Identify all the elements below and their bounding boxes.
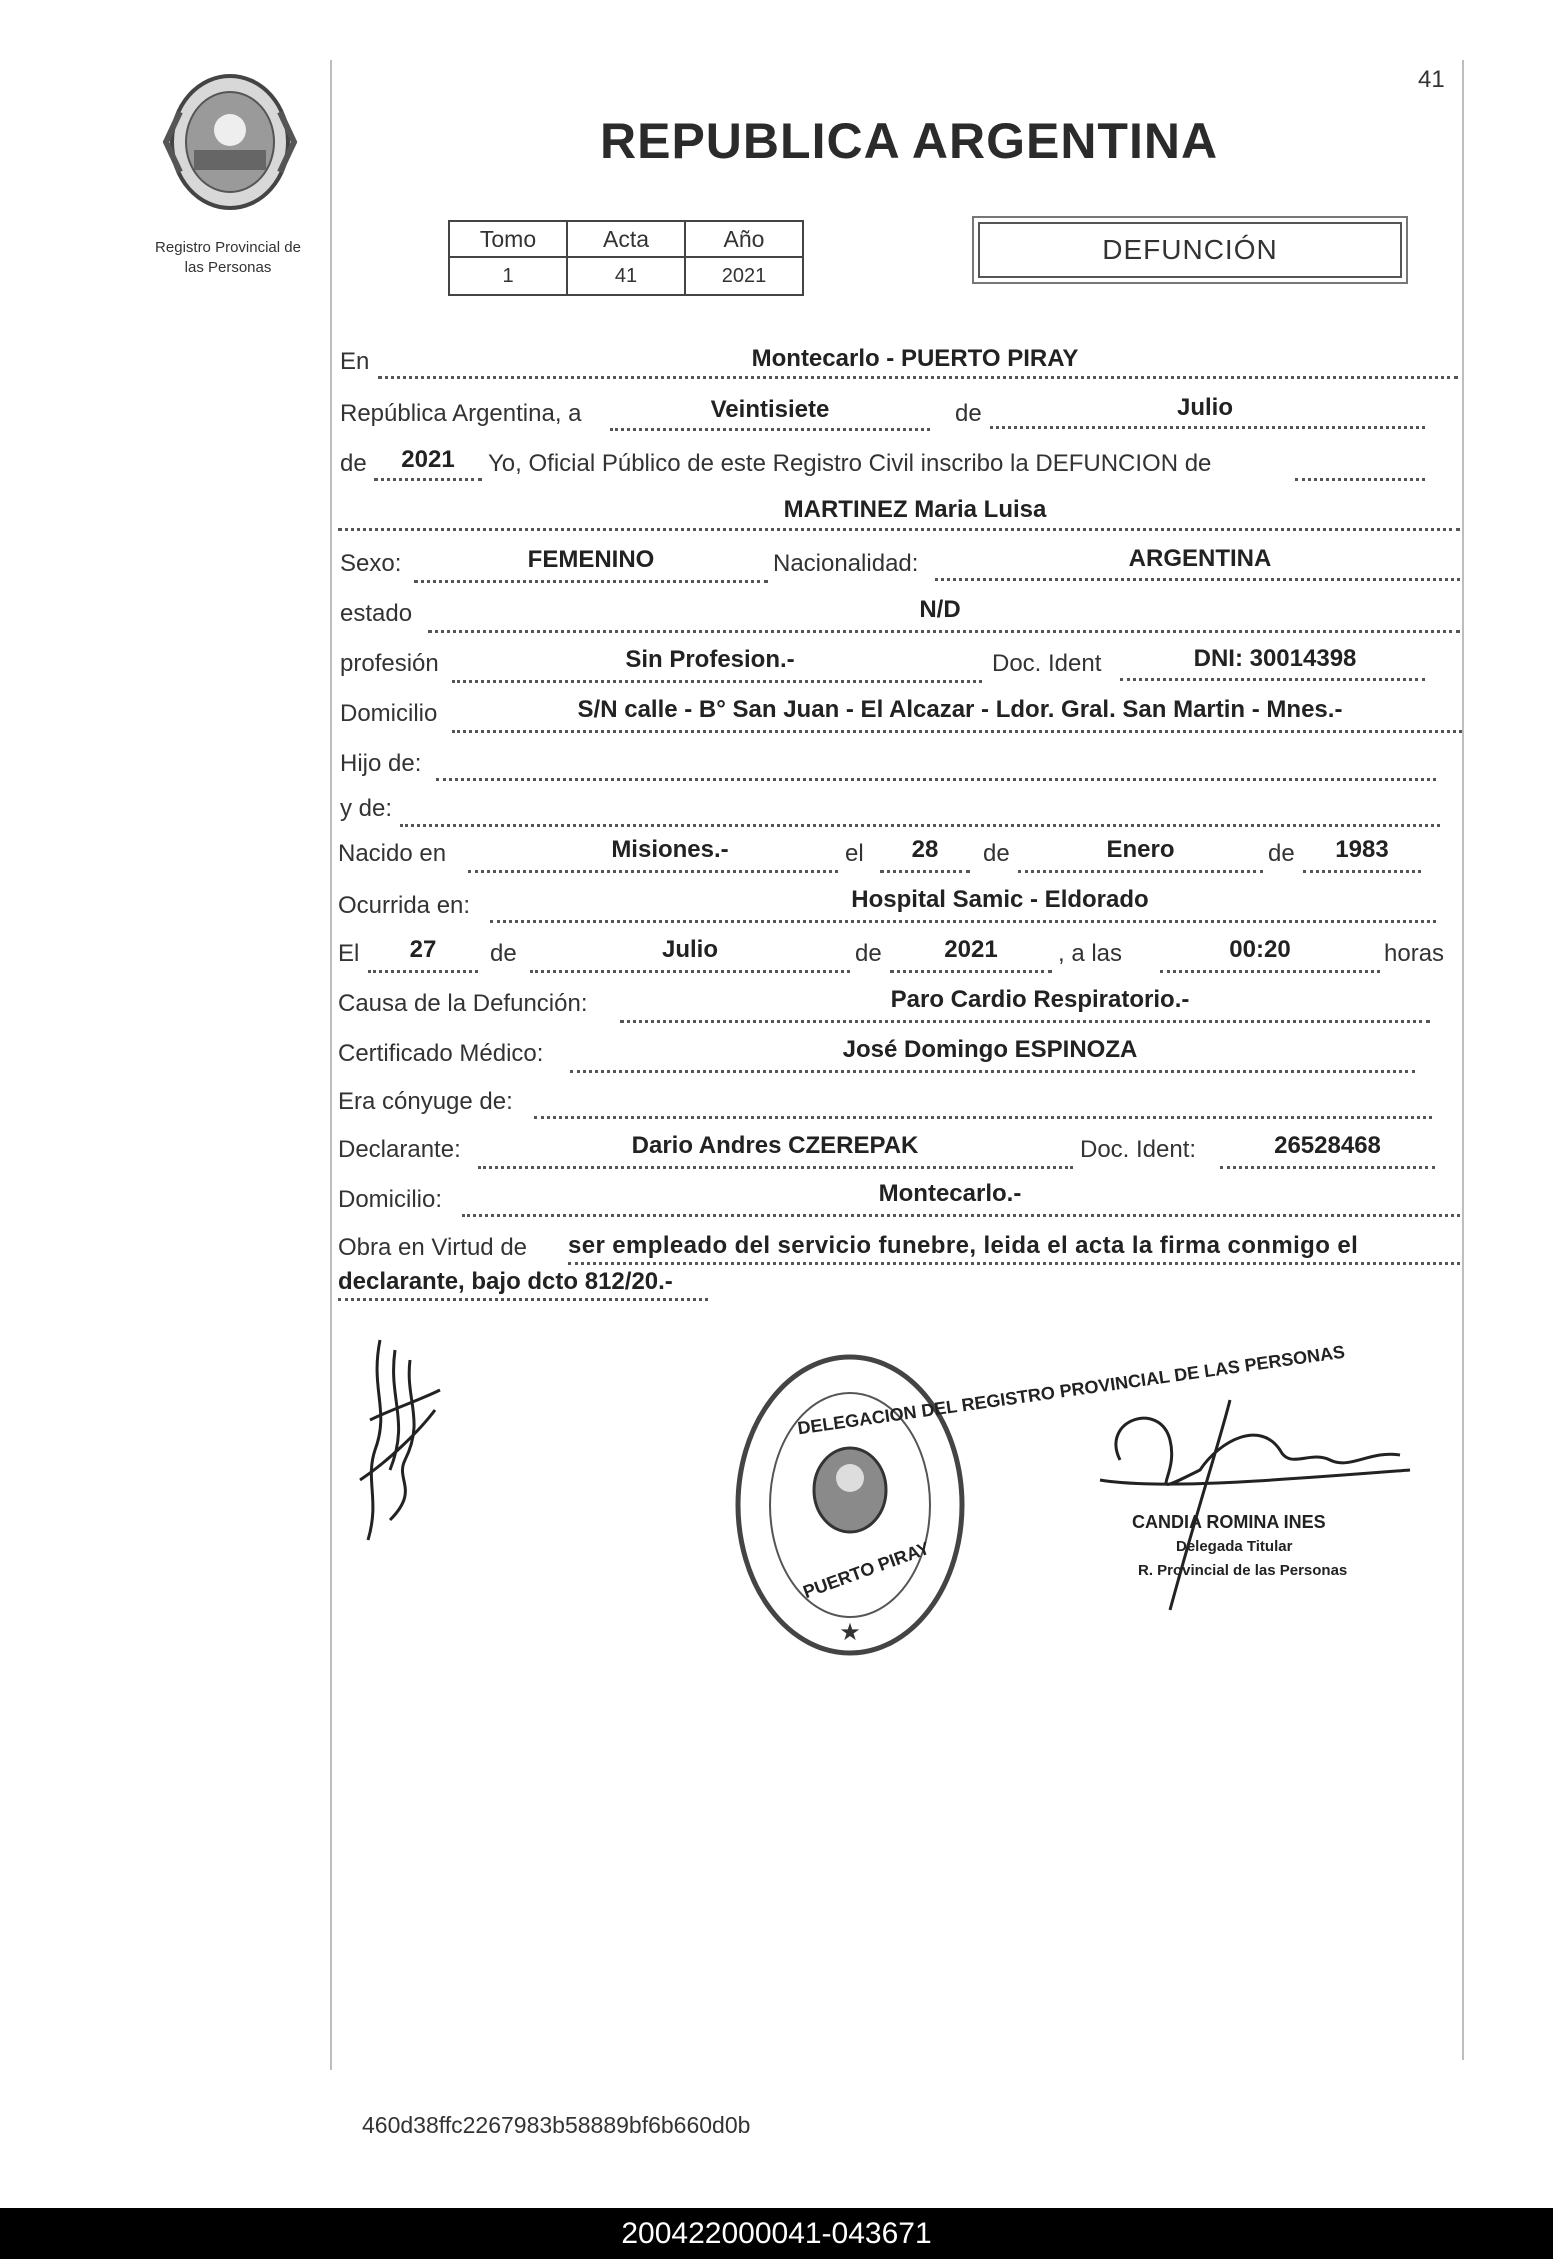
estado-label: estado — [340, 600, 413, 627]
official-name: CANDIA ROMINA INES — [1132, 1512, 1326, 1532]
registry-table — [448, 220, 804, 296]
birth-month: Enero — [1106, 836, 1175, 863]
day-word: Veintisiete — [710, 396, 830, 423]
hijo-label: Hijo de: — [340, 750, 422, 777]
declarante-value: Dario Andres CZEREPAK — [631, 1132, 919, 1159]
certificado-value: José Domingo ESPINOZA — [842, 1036, 1138, 1063]
death-day: 27 — [409, 936, 437, 963]
year-prefix: de — [340, 450, 367, 477]
conyuge-label: Era cónyuge de: — [338, 1088, 513, 1115]
dotted-line — [880, 870, 970, 873]
nacido-label: Nacido en — [338, 840, 447, 867]
footer-code: 200422000041-043671 — [0, 2208, 1553, 2259]
dotted-line — [414, 580, 768, 583]
tomo-header: Tomo — [449, 221, 567, 257]
dotted-line — [1303, 870, 1421, 873]
acta-header: Acta — [567, 221, 685, 257]
page-number: 41 — [1418, 66, 1445, 93]
birth-de1: de — [983, 840, 1010, 867]
dotted-line — [468, 870, 838, 873]
causa-value: Paro Cardio Respiratorio.- — [890, 986, 1190, 1013]
dotted-line — [338, 1298, 708, 1301]
profesion-value: Sin Profesion.- — [625, 646, 795, 673]
dotted-line — [490, 920, 1436, 923]
republica-label: República Argentina, a — [340, 400, 582, 427]
doc-ident-label: Doc. Ident — [992, 650, 1102, 677]
death-year: 2021 — [944, 936, 998, 963]
dotted-line — [620, 1020, 1430, 1023]
domicilio-value: S/N calle - B° San Juan - El Alcazar - Ldor. Gral. San Martin - Mnes.- — [577, 696, 1343, 723]
certificado-label: Certificado Médico: — [338, 1040, 544, 1067]
tomo-value: 1 — [449, 257, 567, 295]
declarant-signature-icon — [350, 1330, 460, 1550]
dotted-line — [378, 376, 1458, 379]
horas-label: horas — [1384, 940, 1445, 967]
dotted-line — [400, 824, 1440, 827]
birth-year: 1983 — [1335, 836, 1389, 863]
dotted-line — [1220, 1166, 1435, 1169]
profesion-label: profesión — [340, 650, 439, 677]
province-emblem-icon — [160, 72, 300, 212]
nacionalidad-label: Nacionalidad: — [773, 550, 919, 577]
official-stamp-icon — [730, 1350, 970, 1660]
estado-value: N/D — [919, 596, 961, 623]
ocurrida-value: Hospital Samic - Eldorado — [851, 886, 1149, 913]
dotted-line — [338, 528, 1460, 531]
dotted-line — [452, 730, 1462, 733]
dotted-line — [1018, 870, 1263, 873]
doc-ident-value: DNI: 30014398 — [1193, 645, 1357, 672]
de-label: de — [955, 400, 982, 427]
declarante-label: Declarante: — [338, 1136, 461, 1163]
obra-line1: ser empleado del servicio funebre, leida el acta la firma conmigo el — [568, 1232, 1359, 1259]
document-title: REPUBLICA ARGENTINA — [600, 113, 1219, 169]
dotted-line — [990, 426, 1425, 429]
dotted-line — [374, 478, 482, 481]
dotted-line — [935, 578, 1460, 581]
dotted-line — [428, 630, 1460, 633]
death-de2: de — [855, 940, 882, 967]
en-label: En — [340, 348, 370, 375]
death-time: 00:20 — [1229, 936, 1291, 963]
decl-dom-label: Domicilio: — [338, 1186, 443, 1213]
ocurrida-label: Ocurrida en: — [338, 892, 471, 919]
document-type-box: DEFUNCIÓN — [978, 222, 1402, 278]
dotted-line — [570, 1070, 1415, 1073]
official-office: R. Provincial de las Personas — [1138, 1562, 1348, 1579]
stamp-text: DELEGACION DEL REGISTRO PROVINCIAL DE LAS PERSONAS — [796, 1341, 1347, 1439]
causa-label: Causa de la Defunción: — [338, 990, 588, 1017]
en-value: Montecarlo - PUERTO PIRAY — [751, 345, 1079, 372]
right-margin-line — [1462, 60, 1464, 2060]
nacido-value: Misiones.- — [611, 836, 729, 863]
svg-text:★: ★ — [839, 1619, 861, 1646]
death-month: Julio — [661, 936, 718, 963]
month-value: Julio — [1176, 394, 1233, 421]
logo-caption: Registro Provincial de las Personas — [155, 239, 301, 276]
dotted-line — [478, 1166, 1073, 1169]
dotted-line — [610, 428, 930, 431]
obra-label: Obra en Virtud de — [338, 1234, 528, 1261]
dotted-line — [530, 970, 850, 973]
dotted-line — [568, 1262, 1460, 1265]
dotted-line — [534, 1116, 1432, 1119]
left-margin-line — [330, 60, 332, 2070]
document-hash: 460d38ffc2267983b58889bf6b660d0b — [362, 2112, 751, 2138]
decl-dom-value: Montecarlo.- — [878, 1180, 1022, 1207]
obra-line2: declarante, bajo dcto 812/20.- — [338, 1268, 673, 1295]
ano-value: 2021 — [685, 257, 803, 295]
dotted-line — [436, 778, 1436, 781]
full-name: MARTINEZ Maria Luisa — [783, 496, 1047, 523]
dotted-line — [1160, 970, 1380, 973]
year-value: 2021 — [401, 446, 455, 473]
decl-doc-value: 26528468 — [1274, 1132, 1381, 1159]
decl-doc-label: Doc. Ident: — [1080, 1136, 1197, 1163]
el-label: el — [845, 840, 864, 867]
dotted-line — [890, 970, 1052, 973]
dotted-line — [462, 1214, 1460, 1217]
official-role: Delegada Titular — [1176, 1538, 1293, 1555]
dotted-line — [1295, 478, 1425, 481]
ano-header: Año — [685, 221, 803, 257]
dotted-line — [368, 970, 478, 973]
inscribo-text: Yo, Oficial Público de este Registro Civil inscribo la DEFUNCION de — [488, 450, 1212, 477]
sexo-value: FEMENINO — [527, 546, 655, 573]
official-signature-icon — [1080, 1380, 1420, 1620]
yde-label: y de: — [340, 795, 393, 822]
death-de1: de — [490, 940, 517, 967]
domicilio-label: Domicilio — [340, 700, 438, 727]
birth-de2: de — [1268, 840, 1295, 867]
dotted-line — [1120, 678, 1425, 681]
dotted-line — [452, 680, 982, 683]
sexo-label: Sexo: — [340, 550, 402, 577]
death-el-label: El — [338, 940, 360, 967]
acta-value: 41 — [567, 257, 685, 295]
alas-label: , a las — [1058, 940, 1123, 967]
stamp-inner: PUERTO PIRAY — [800, 1537, 933, 1603]
nacionalidad-value: ARGENTINA — [1128, 545, 1272, 572]
birth-day: 28 — [911, 836, 939, 863]
